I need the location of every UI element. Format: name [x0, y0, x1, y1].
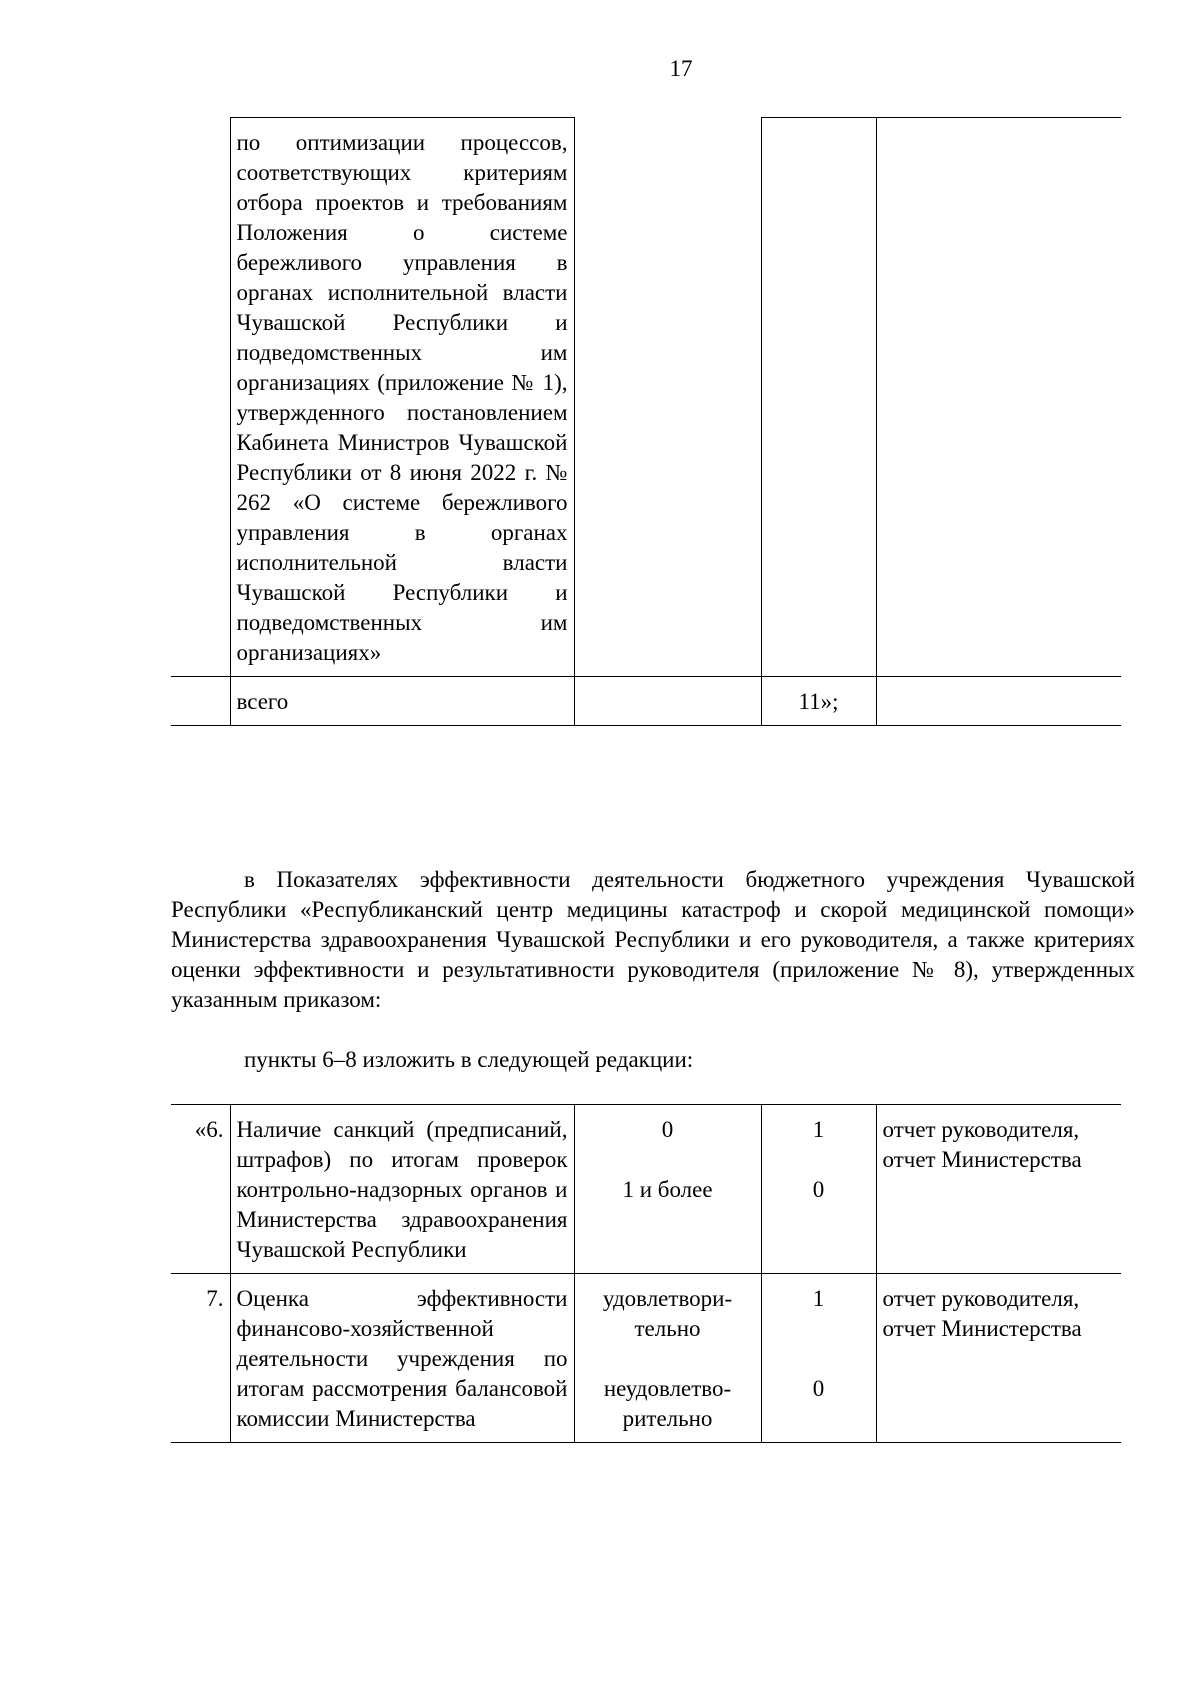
points-option: 0 — [812, 1376, 825, 1401]
value-option: рительно — [622, 1406, 713, 1431]
table-row — [171, 118, 1121, 677]
cell-points — [761, 1105, 876, 1274]
cell-source: отчет руководителя, отчет Министерства — [876, 1274, 1121, 1443]
cell-source — [876, 118, 1121, 677]
points-option: 0 — [812, 1177, 825, 1202]
cell-indicator-name: Оценка эффективности финансово-хозяйственной деятельности учреждения по итогам рассмотрения балансовой комиссии Министерства — [230, 1274, 574, 1443]
table-row — [171, 1274, 1121, 1443]
cell-value — [574, 1105, 761, 1274]
cell-number: «6. — [171, 1105, 230, 1274]
cell-points — [761, 118, 876, 677]
cell-number: 7. — [171, 1274, 230, 1443]
indicator-table-continuation — [171, 117, 1121, 726]
value-option: 1 и более — [622, 1177, 713, 1202]
cell-value — [574, 118, 761, 677]
cell-number — [171, 118, 230, 677]
cell-value — [574, 1274, 761, 1443]
total-value: 11»; — [761, 677, 876, 726]
cell-indicator-name: Наличие санкций (предписаний, штрафов) по итогам проверок контрольно-надзорных органов и Министерства здравоохранения Чувашской Республики — [230, 1105, 574, 1274]
body-paragraph: пункты 6–8 изложить в следующей редакции: — [244, 1047, 694, 1072]
value-option: 0 — [661, 1117, 674, 1142]
value-option: удовлетвори- — [602, 1286, 733, 1311]
indicator-table — [171, 1104, 1121, 1443]
total-label: всего — [230, 677, 574, 726]
value-option: тельно — [634, 1316, 701, 1341]
page-number: 17 — [669, 56, 693, 81]
body-paragraph: в Показателях эффективности деятельности бюджетного учреждения Чувашской Республики «Республиканский центр медицины катастроф и скорой медицинской помощи» Министерства здравоохранения Чувашской Республики и его руководителя, а также критериях оценки эффективности и результативности руководителя (приложение № 8), утвержденных указанным приказом: — [171, 867, 1135, 1012]
cell-value — [574, 677, 761, 726]
points-option: 1 — [812, 1286, 825, 1311]
value-option: неудовлетво- — [603, 1376, 732, 1401]
cell-points — [761, 1274, 876, 1443]
table-row — [171, 1105, 1121, 1274]
table-row-total — [171, 677, 1121, 726]
cell-indicator-name: по оптимизации процессов, соответствующих критериям отбора проектов и требованиям Положения о системе бережливого управления в органах исполнительной власти Чувашской Республики и подведомственных им организациях (приложение № 1), утвержденного постановлением Кабинета Министров Чувашской Республики от 8 июня 2022 г. № 262 «О системе бережливого управления в органах исполнительной власти Чувашской Республики и подведомственных им организациях» — [230, 118, 574, 677]
cell-source — [876, 677, 1121, 726]
cell-source: отчет руководителя, отчет Министерства — [876, 1105, 1121, 1274]
cell-number — [171, 677, 230, 726]
points-option: 1 — [812, 1117, 825, 1142]
